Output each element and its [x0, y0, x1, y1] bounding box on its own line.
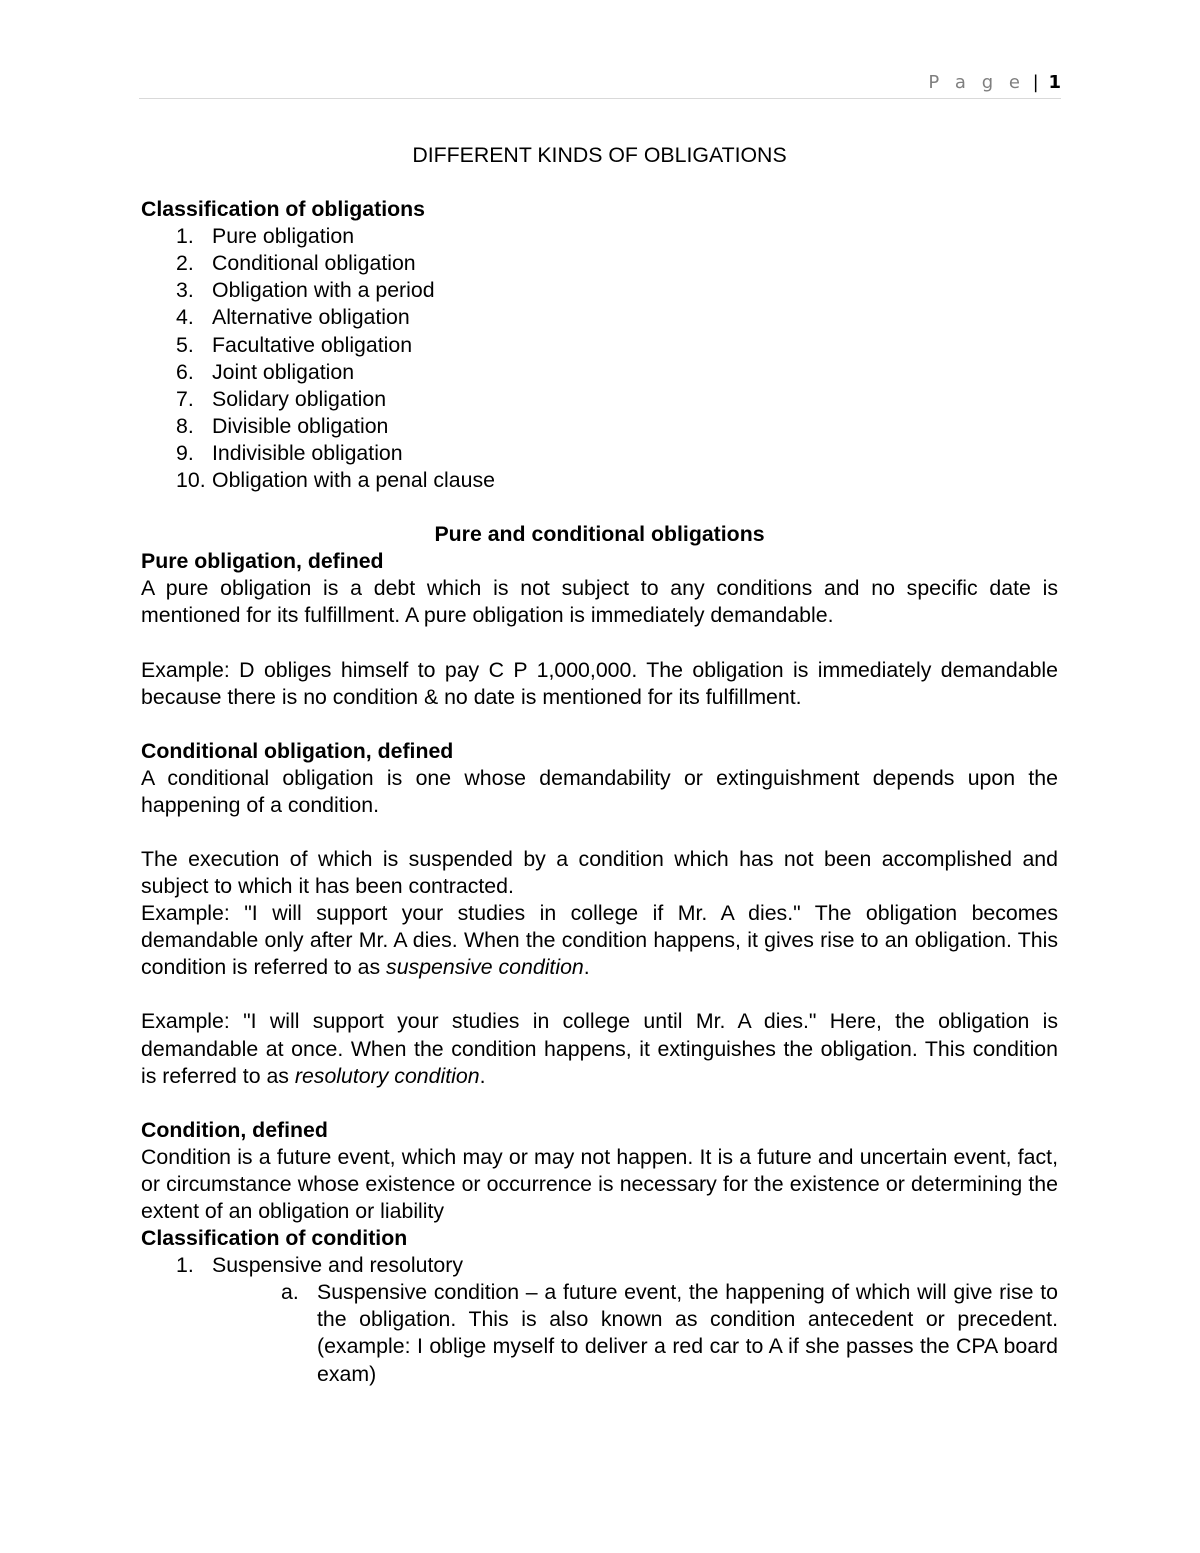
condition-definition: Condition is a future event, which may or may not happen. It is a future and uncertain event, fact, or circumstance whose existence or occurrence is necessary for the existence or determining the extent of an obligation or liability	[141, 1144, 1058, 1223]
document-title: DIFFERENT KINDS OF OBLIGATIONS	[412, 143, 787, 167]
page-separator: |	[1032, 72, 1039, 93]
list-item: 1. Pure obligation	[176, 224, 355, 249]
conditional-obligation-heading: Conditional obligation, defined	[141, 738, 454, 763]
conditional-obligation-definition: A conditional obligation is one whose demandability or extinguishment depends upon the happening of a condition.	[141, 765, 1058, 817]
list-item: 10. Obligation with a penal clause	[176, 468, 495, 493]
section-heading-pure-conditional: Pure and conditional obligations	[434, 522, 765, 547]
page-number-label	[928, 72, 1061, 93]
list-item: 7. Solidary obligation	[176, 386, 387, 411]
list-item: 3. Obligation with a period	[176, 278, 435, 303]
list-item: 8. Divisible obligation	[176, 413, 389, 438]
classification-heading: Classification of obligations	[141, 197, 425, 222]
suspensive-term: suspensive condition	[386, 955, 584, 980]
condition-sublist	[141, 1279, 1058, 1387]
pure-obligation-definition: A pure obligation is a debt which is not subject to any conditions and no specific date is mentioned for its fulfillment. A pure obligation is immediately demandable.	[141, 576, 1058, 628]
condition-classification-heading: Classification of condition	[141, 1226, 408, 1251]
document-body	[141, 142, 1058, 1388]
condition-list	[141, 1252, 1058, 1279]
pure-obligation-heading: Pure obligation, defined	[141, 549, 384, 574]
list-item: 5. Facultative obligation	[176, 332, 413, 357]
list-item: 9. Indivisible obligation	[176, 440, 403, 465]
suspensive-example: Example: "I will support your studies in college if Mr. A dies." The obligation becomes demandable only after Mr. A dies. When the condition happens, it gives rise to an obligation. This condition is referred to as suspensive condition.	[141, 901, 1058, 980]
page-header	[139, 72, 1061, 99]
page-number: 1	[1048, 72, 1061, 93]
resolutory-example: Example: "I will support your studies in college until Mr. A dies." Here, the obligation is demandable at once. When the condition happens, it extinguishes the obligation. This condition is referred to as resolutory condition.	[141, 1009, 1058, 1088]
page-word: P a g e	[928, 72, 1025, 93]
list-item: 6. Joint obligation	[176, 359, 355, 384]
conditional-execution-text: The execution of which is suspended by a condition which has not been accomplished and subject to which it has been contracted.	[141, 846, 1058, 899]
list-item: a. Suspensive condition – a future event, the happening of which will give rise to the obligation. This is also known as condition antecedent or precedent. (example: I oblige myself to deliver a red car to A if she passes the CPA board exam)	[281, 1280, 1058, 1386]
obligations-list	[141, 223, 1058, 494]
list-item: 2. Conditional obligation	[176, 251, 416, 276]
list-item: 4. Alternative obligation	[176, 305, 410, 330]
condition-heading: Condition, defined	[141, 1117, 328, 1142]
pure-obligation-example: Example: D obliges himself to pay C P 1,000,000. The obligation is immediately demandable because there is no condition & no date is mentioned for its fulfillment.	[141, 657, 1058, 709]
list-item: 1. Suspensive and resolutory	[176, 1253, 463, 1278]
resolutory-term: resolutory condition	[294, 1063, 480, 1088]
